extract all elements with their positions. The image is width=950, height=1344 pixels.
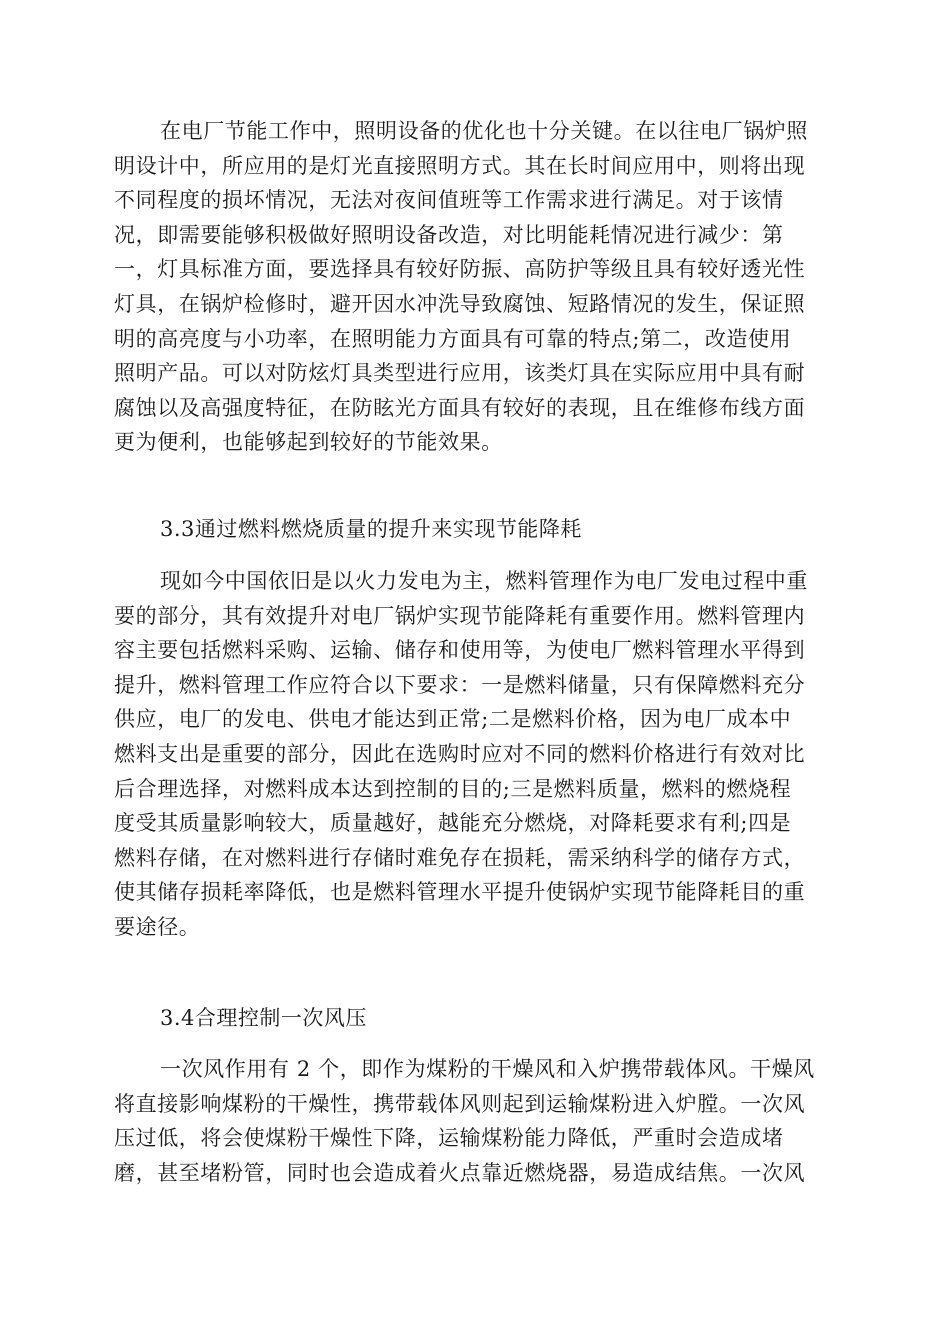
paragraph-line: 一，灯具标准方面，要选择具有较好防振、高防护等级且具有较好透光性 <box>114 257 806 282</box>
paragraph-line: 供应，电厂的发电、供电才能达到正常;二是燃料价格，因为电厂成本中 <box>114 707 792 732</box>
paragraph-line: 要途径。 <box>114 914 201 939</box>
paragraph-line: 照明产品。可以对防炫灯具类型进行应用，该类灯具在实际应用中具有耐 <box>114 361 806 386</box>
paragraph-line: 后合理选择，对燃料成本达到控制的目的;三是燃料质量，燃料的燃烧程 <box>114 776 792 801</box>
paragraph-line: 容主要包括燃料采购、运输、储存和使用等，为使电厂燃料管理水平得到 <box>114 638 806 663</box>
paragraph-line: 要的部分，其有效提升对电厂锅炉实现节能降耗有重要作用。燃料管理内 <box>114 603 806 628</box>
paragraph-line: 一次风作用有 2 个，即作为煤粉的干燥风和入炉携带载体风。干燥风 <box>160 1057 815 1081</box>
paragraph-line: 不同程度的损坏情况，无法对夜间值班等工作需求进行满足。对于该情 <box>114 188 784 213</box>
paragraph-line: 况，即需要能够积极做好照明设备改造，对比明能耗情况进行减少：第 <box>114 222 784 247</box>
paragraph-air <box>114 1052 838 1190</box>
paragraph-line: 将直接影响煤粉的干燥性，携带载体风则起到运输煤粉进入炉膛。一次风 <box>114 1091 806 1116</box>
paragraph-line: 明设计中，所应用的是灯光直接照明方式。其在长时间应用中，则将出现 <box>114 153 806 178</box>
paragraph-line: 明的高亮度与小功率，在照明能力方面具有可靠的特点;第二，改造使用 <box>114 326 792 351</box>
paragraph-line: 在电厂节能工作中，照明设备的优化也十分关键。在以往电厂锅炉照 <box>160 119 808 143</box>
paragraph-line: 灯具，在锅炉检修时，避开因水冲洗导致腐蚀、短路情况的发生，保证照 <box>114 291 806 316</box>
paragraph-line: 压过低，将会使煤粉干燥性下降，运输煤粉能力降低，严重时会造成堵 <box>114 1126 784 1151</box>
paragraph-line: 更为便利，也能够起到较好的节能效果。 <box>114 430 503 455</box>
paragraph-line: 腐蚀以及高强度特征，在防眩光方面具有较好的表现，且在维修布线方面 <box>114 395 806 420</box>
paragraph-line: 磨，甚至堵粉管，同时也会造成着火点靠近燃烧器，易造成结焦。一次风 <box>114 1160 806 1185</box>
paragraph-line: 燃料支出是重要的部分，因此在选购时应对不同的燃料价格进行有效对比 <box>114 741 806 766</box>
paragraph-fuel <box>114 564 838 945</box>
paragraph-line: 提升，燃料管理工作应符合以下要求：一是燃料储量，只有保障燃料充分 <box>114 672 806 697</box>
section-heading-3-3: 3.3通过燃料燃烧质量的提升来实现节能降耗 <box>160 517 582 541</box>
paragraph-lighting <box>114 114 838 460</box>
paragraph-line: 现如今中国依旧是以火力发电为主，燃料管理作为电厂发电过程中重 <box>160 569 808 593</box>
section-heading-3-4: 3.4合理控制一次风压 <box>160 1006 367 1030</box>
paragraph-line: 度受其质量影响较大，质量越好，越能充分燃烧，对降耗要求有利;四是 <box>114 811 792 836</box>
paragraph-line: 燃料存储，在对燃料进行存储时难免存在损耗，需采纳科学的储存方式， <box>114 845 806 870</box>
paragraph-line: 使其储存损耗率降低，也是燃料管理水平提升使锅炉实现节能降耗目的重 <box>114 880 806 905</box>
